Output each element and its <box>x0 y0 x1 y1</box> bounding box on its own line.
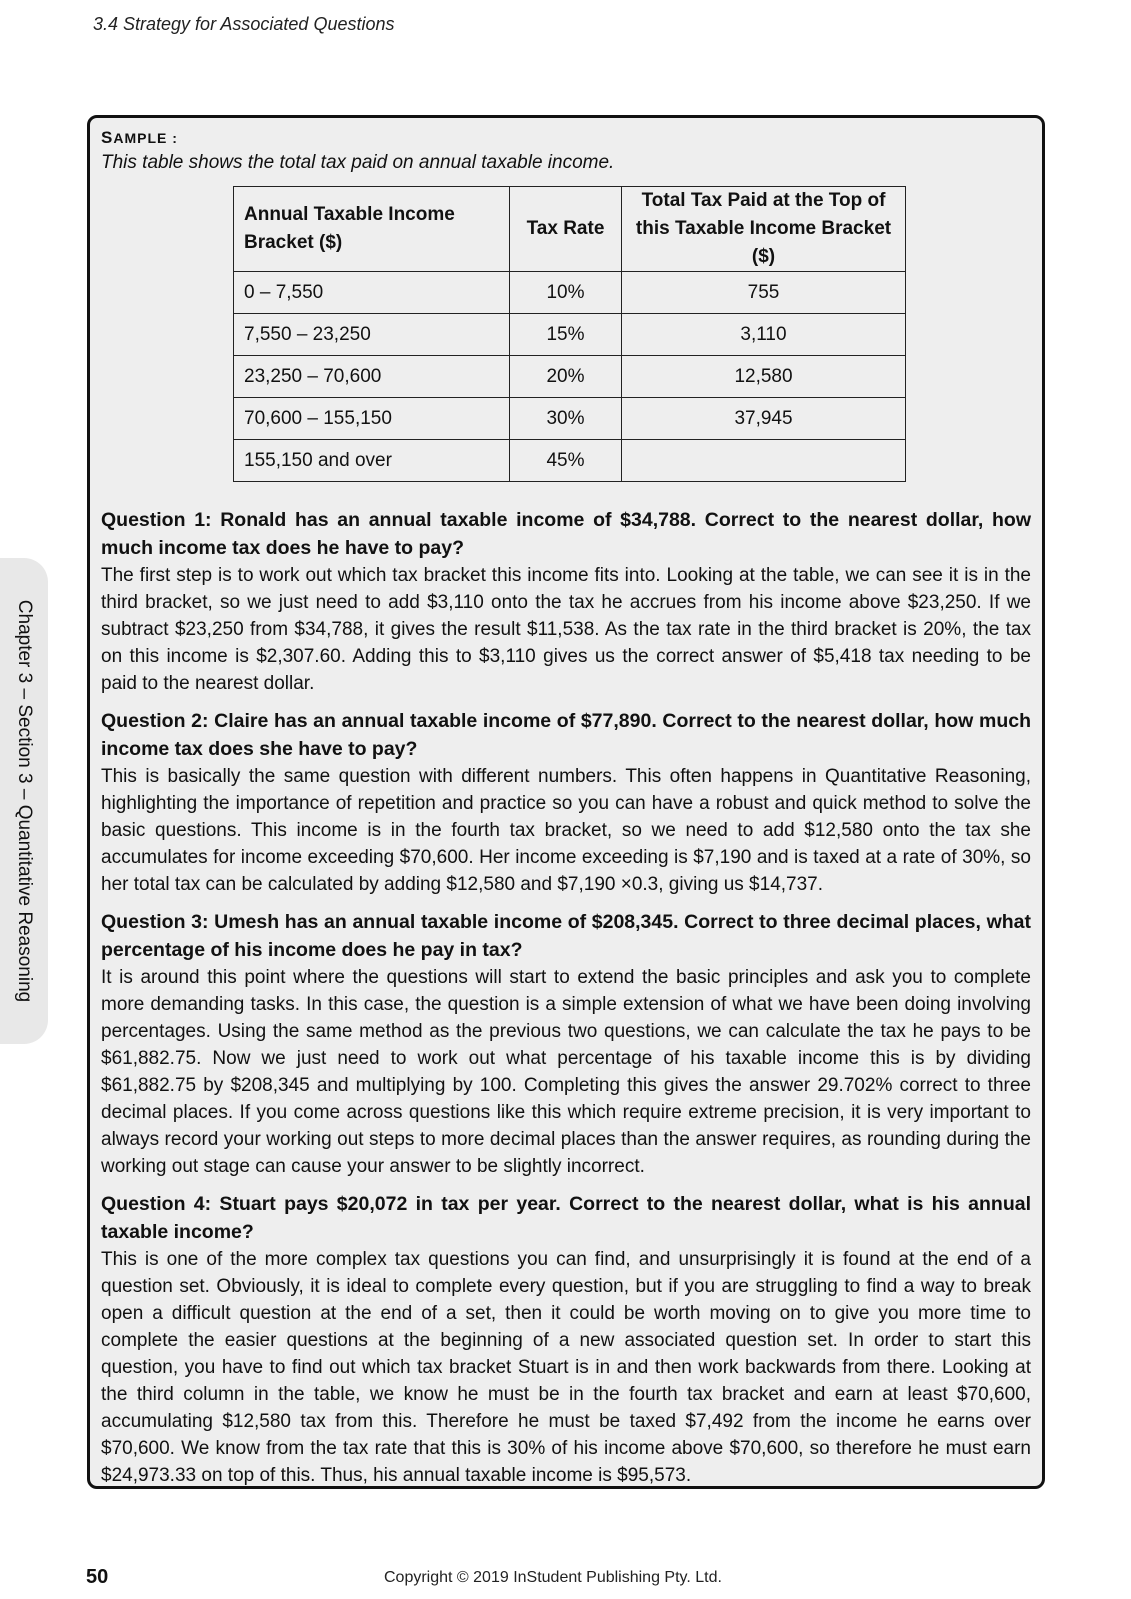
table-row <box>234 272 906 314</box>
sample-label-rest: AMPLE : <box>113 130 178 146</box>
tax-rate-cell: 10% <box>510 272 622 314</box>
income-bracket-cell: 155,150 and over <box>234 440 510 482</box>
sample-label-initial: S <box>101 128 114 147</box>
income-bracket-cell: 0 – 7,550 <box>234 272 510 314</box>
table-row <box>234 356 906 398</box>
question-2-text: Question 2: Claire has an annual taxable income of $77,890. Correct to the nearest dollar, how much income tax does she have to pay? <box>101 710 1031 760</box>
question-1-text: Question 1: Ronald has an annual taxable income of $34,788. Correct to the nearest dollar, how much income tax does he have to pay? <box>101 509 1031 559</box>
table-header-row <box>234 187 906 272</box>
tax-table <box>233 186 906 482</box>
chapter-side-tab-label: Chapter 3 – Section 3 – Quantitative Reasoning <box>14 599 35 1003</box>
question-block-3 <box>101 908 1031 1180</box>
question-3-text: Question 3: Umesh has an annual taxable income of $208,345. Correct to three decimal places, what percentage of his income does he pay in tax? <box>101 911 1031 961</box>
total-tax-cell <box>622 440 906 482</box>
total-tax-cell: 12,580 <box>622 356 906 398</box>
running-head: 3.4 Strategy for Associated Questions <box>93 14 395 34</box>
income-bracket-cell: 7,550 – 23,250 <box>234 314 510 356</box>
header-tax-rate: Tax Rate <box>510 187 622 272</box>
tax-rate-cell: 15% <box>510 314 622 356</box>
question-4-text: Question 4: Stuart pays $20,072 in tax per year. Correct to the nearest dollar, what is his annual taxable income? <box>101 1193 1031 1243</box>
sample-intro: This table shows the total tax paid on annual taxable income. <box>101 152 615 173</box>
question-3-answer: It is around this point where the questions will start to extend the basic principles and ask you to complete more demanding tasks. In this case, the question is a simple extension of what we have been doing involving percentages. Using the same method as the previous two questions, we can calculate the tax he pays to be $61,882.75. Now we just need to work out what percentage of his taxable income this is by dividing $61,882.75 by $208,345 and multiplying by 100. Completing this gives the answer 29.702% correct to three decimal places. If you come across questions like this which require extreme precision, it is very important to always record your working out steps to more decimal places than the answer requires, as rounding during the working out stage can cause your answer to be slightly incorrect. <box>101 967 1031 1177</box>
question-block-2 <box>101 707 1031 898</box>
total-tax-cell: 37,945 <box>622 398 906 440</box>
header-total-tax: Total Tax Paid at the Top of this Taxable Income Bracket ($) <box>622 187 906 272</box>
page-number: 50 <box>86 1566 109 1588</box>
question-block-1 <box>101 506 1031 697</box>
sample-label <box>101 128 1031 148</box>
question-1-answer: The first step is to work out which tax bracket this income fits into. Looking at the table, we can see it is in the third bracket, so we just need to add $3,110 onto the tax he accrues from his income above $23,250. If we subtract $23,250 from $34,788, it gives the result $11,538. As the tax rate in the third bracket is 20%, the tax on this income is $2,307.60. Adding this to $3,110 gives us the correct answer of $5,418 tax needing to be paid to the nearest dollar. <box>101 565 1031 694</box>
total-tax-cell: 3,110 <box>622 314 906 356</box>
copyright-notice: Copyright © 2019 InStudent Publishing Pty. Ltd. <box>384 1569 722 1586</box>
income-bracket-cell: 23,250 – 70,600 <box>234 356 510 398</box>
table-row <box>234 440 906 482</box>
question-block-4 <box>101 1190 1031 1489</box>
total-tax-cell: 755 <box>622 272 906 314</box>
question-4-answer: This is one of the more complex tax questions you can find, and unsurprisingly it is found at the end of a question set. Obviously, it is ideal to complete every question, but if you are struggling to find a way to break open a difficult question at the end of a set, then it could be worth moving on to give you more time to complete the easier questions at the beginning of a new associated question set. In order to start this question, you have to find out which tax bracket Stuart is in and then work backwards from there. Looking at the third column in the table, we know he must be in the fourth tax bracket and earn at least $70,600, accumulating $12,580 tax from this. Therefore he must be taxed $7,492 from the income he earns over $70,600. We know from the tax rate that this is 30% of his income above $70,600, so therefore he must earn $24,973.33 on top of this. Thus, his annual taxable income is $95,573. <box>101 1249 1031 1486</box>
sample-box <box>87 115 1045 1489</box>
tax-rate-cell: 45% <box>510 440 622 482</box>
tax-rate-cell: 30% <box>510 398 622 440</box>
tax-rate-cell: 20% <box>510 356 622 398</box>
question-2-answer: This is basically the same question with different numbers. This often happens in Quantitative Reasoning, highlighting the importance of repetition and practice so you can have a robust and quick method to solve the basic questions. This income is in the fourth tax bracket, so we need to add $12,580 onto the tax she accumulates for income exceeding $70,600. Her income exceeding is $7,190 and is taxed at a rate of 30%, so her total tax can be calculated by adding $12,580 and $7,190 ×0.3, giving us $14,737. <box>101 766 1031 895</box>
table-row <box>234 398 906 440</box>
table-row <box>234 314 906 356</box>
header-income-bracket: Annual Taxable Income Bracket ($) <box>234 187 510 272</box>
income-bracket-cell: 70,600 – 155,150 <box>234 398 510 440</box>
